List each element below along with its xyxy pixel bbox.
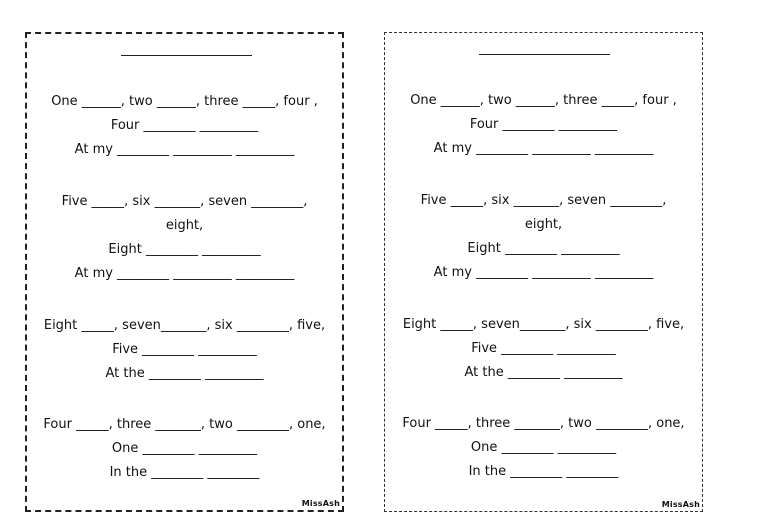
- verse-line: At my ________ _________ _________: [74, 142, 295, 157]
- verse-line: eight,: [165, 218, 204, 233]
- verse-one-to-four: [27, 92, 342, 164]
- brand-logo-text: MissAsh: [301, 499, 340, 508]
- verse-line: Eight ________ _________: [108, 242, 261, 257]
- verse-five-to-eight: [27, 192, 342, 288]
- verse-line: At the ________ _________: [464, 365, 623, 380]
- verse-line: Eight _____, seven_______, six ________, five,: [43, 318, 326, 333]
- worksheet-card-left: [25, 32, 344, 512]
- verse-line: Four _____, three _______, two ________, one,: [402, 416, 685, 431]
- verse-line: Four ________ _________: [469, 117, 618, 132]
- verse-line: Five _____, six _______, seven ________,: [61, 194, 308, 209]
- title-blank-line: [479, 54, 610, 55]
- verse-five-to-eight: [385, 191, 702, 287]
- verse-line: One ________ _________: [111, 441, 258, 456]
- brand-logo-text: MissAsh: [661, 500, 700, 509]
- verse-line: Five _____, six _______, seven ________,: [420, 193, 667, 208]
- verse-line: In the ________ ________: [468, 464, 619, 479]
- verse-line: One ______, two ______, three _____, four ,: [410, 93, 677, 108]
- verse-line: At the ________ _________: [105, 366, 264, 381]
- verse-line: eight,: [524, 217, 563, 232]
- verse-line: Five ________ _________: [471, 341, 616, 356]
- verse-line: At my ________ _________ _________: [74, 266, 295, 281]
- title-blank-line: [121, 55, 252, 56]
- verse-line: One ________ _________: [470, 440, 617, 455]
- verse-line: Four ________ _________: [110, 118, 259, 133]
- verse-line: Four _____, three _______, two ________, one,: [43, 417, 326, 432]
- verse-four-to-one: [27, 415, 342, 487]
- verse-one-to-four: [385, 91, 702, 163]
- verse-four-to-one: [385, 414, 702, 486]
- verse-line: At my ________ _________ _________: [433, 265, 654, 280]
- verse-eight-to-five: [385, 315, 702, 387]
- verse-line: Eight ________ _________: [467, 241, 620, 256]
- verse-line: One ______, two ______, three _____, four ,: [51, 94, 318, 109]
- verse-line: Five ________ _________: [112, 342, 257, 357]
- verse-line: In the ________ ________: [109, 465, 260, 480]
- verse-line: At my ________ _________ _________: [433, 141, 654, 156]
- verse-eight-to-five: [27, 316, 342, 388]
- verse-line: Eight _____, seven_______, six ________, five,: [402, 317, 685, 332]
- worksheet-card-right: [384, 32, 703, 512]
